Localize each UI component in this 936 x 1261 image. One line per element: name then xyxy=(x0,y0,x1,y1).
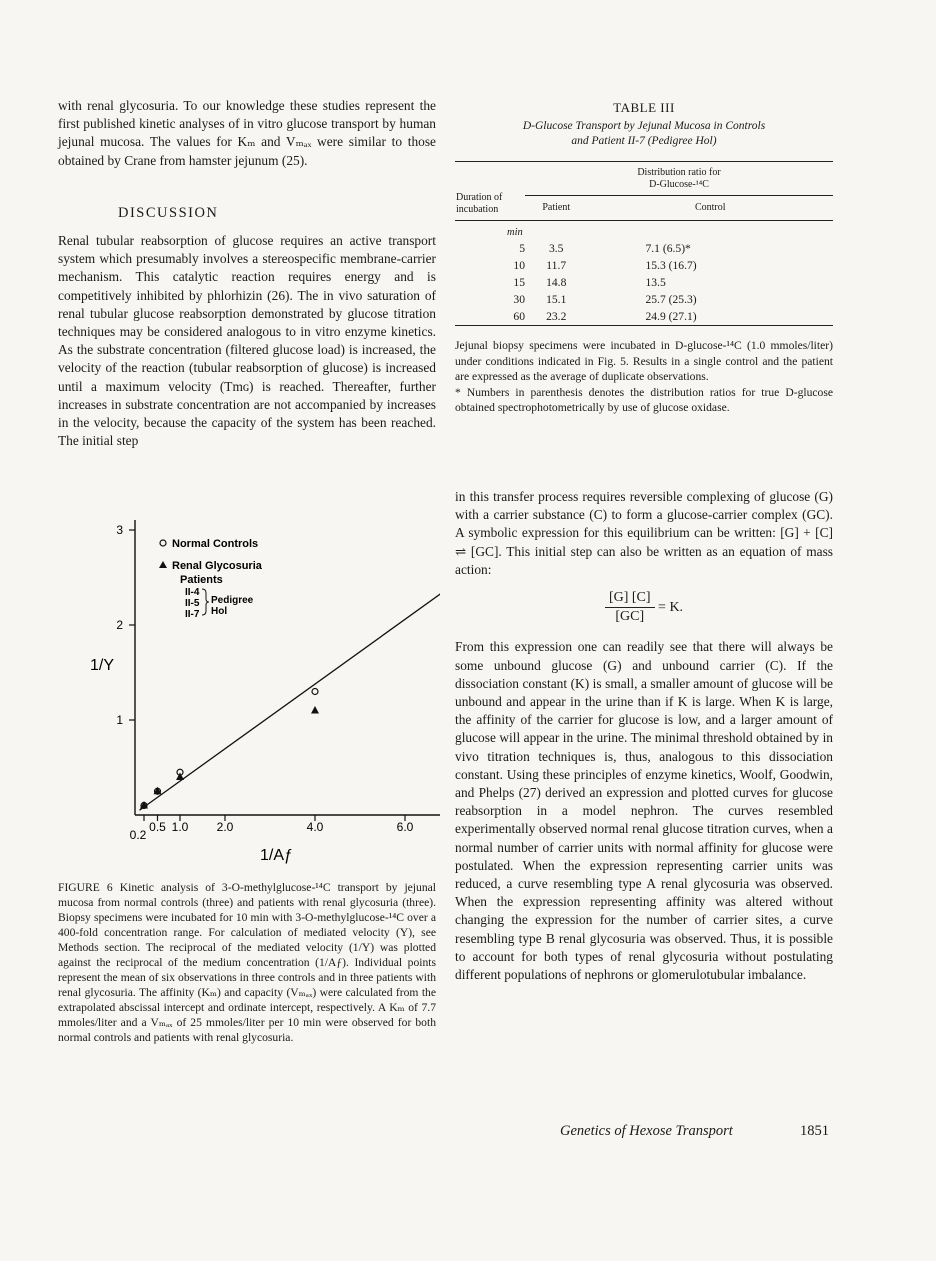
x-tick-label: 0.5 xyxy=(149,820,166,834)
table-body xyxy=(455,240,833,326)
body-text: From this expression one can readily see that there will always be some unbound glucose (G) and unbound carrier (C). If the dissociation constant (K) is small, a smaller amount of glucose will be unbound and appear in the urine than if K is large. When K is large, the affinity of the carrier for glucose is low, and a larger amount of glucose will appear in the urine. The minimal threshold obtained by in vivo titration techniques is, thus, analogous to this dissociation constant. Using these principles of enzyme kinetics, Woolf, Goodwin, and Phelps (27) derived an expression and plotted curves for glucose reabsorption in a model nephron. The curves resembled experimentally observed normal renal glucose titration curves, when a normal number of carrier units with normal affinity for glucose were postulated. When the expression representing carrier units was reduced, a curve resembling type A renal glycosuria was observed. When the expression representing affinity was altered without changing the expression for the number of carrier sites, a curve resembling type B renal glycosuria was observed. Thus, it is possible to account for both types of renal glycosuria without postulating different populations of nephrons or glomerulotubular imbalance. xyxy=(455,639,833,983)
legend-label: Normal Controls xyxy=(172,538,259,550)
legend-label: Patients xyxy=(180,574,223,586)
x-axis-label: 1/Aƒ xyxy=(260,847,293,864)
table-iii xyxy=(455,100,833,416)
table-row xyxy=(455,291,833,308)
equation-fraction xyxy=(605,589,655,626)
cell-patient: 23.2 xyxy=(546,310,567,323)
table-title: TABLE III xyxy=(613,100,675,115)
body-text: with renal glycosuria. To our knowledge these studies represent the first published kinetic analyses of in vitro glucose transport by human jejunal mucosa. The values for Kₘ and Vₘₐₓ were similar to those obtained by Crane from hamster jejunum (25). xyxy=(58,98,436,168)
cell-patient: 14.8 xyxy=(546,276,567,289)
point-renal-glycosuria xyxy=(311,706,319,714)
col-header-group: Distribution ratio for D-Glucose-¹⁴C xyxy=(525,162,833,196)
equation-denominator: [GC] xyxy=(615,609,645,625)
table-row xyxy=(455,308,833,326)
table-row xyxy=(455,274,833,291)
right-column-text xyxy=(455,488,833,984)
cell-duration: 60 xyxy=(513,310,525,323)
page-number: 1851 xyxy=(800,1123,829,1139)
y-tick-label: 3 xyxy=(116,523,123,537)
legend-label: II-4 xyxy=(185,587,200,598)
point-normal-control xyxy=(312,689,318,695)
cell-control: 15.3 (16.7) xyxy=(645,259,697,272)
figure-caption: FIGURE 6 Kinetic analysis of 3-O-methylglucose-¹⁴C transport by jejunal mucosa from normal controls (three) and patients with renal glycosuria (three). Biopsy specimens were incubated for 10 min with 3-O-methylglucose-¹⁴C over a 400-fold concentration range. For calculation of mediated velocity (Y), see Methods section. The reciprocal of the mediated velocity (1/Y) was plotted against the reciprocal of the medium concentration (1/Aƒ). Individual points represent the mean of six observations in three controls and in three patients with renal glycosuria. The affinity (Kₘ) and capacity (Vₘₐₓ) were calculated from the extrapolated abscissal intercept and ordinate intercept, respectively. A Kₘ of 7.7 mmoles/liter and a Vₘₐₓ of 25 mmoles/liter per 10 min were observed for both normal controls and patients with renal glycosuria. xyxy=(58,881,436,1044)
cell-control: 13.5 xyxy=(645,276,666,289)
legend-label: II-5 xyxy=(185,598,200,609)
table-caption xyxy=(455,119,833,149)
y-axis-label: 1/Y xyxy=(90,657,115,674)
legend-label: Pedigree xyxy=(211,595,254,606)
x-tick-label: 4.0 xyxy=(306,820,324,834)
cell-duration: 30 xyxy=(513,293,525,306)
legend-label: Renal Glycosuria xyxy=(172,560,262,572)
table-note: Jejunal biopsy specimens were incubated in D-glucose-¹⁴C (1.0 mmoles/liter) under conditions indicated in Fig. 5. Results in a single control and the patient are expressed as the average of duplicate observations. xyxy=(455,339,833,384)
cell-duration: 5 xyxy=(519,242,525,255)
body-text: in this transfer process requires reversible complexing of glucose (G) with a carrier substance (C) to form a glucose-carrier complex (GC). A symbolic expression for this equilibrium can be written: [G] + [C] ⇌ [GC]. This initial step can also be written as an equation of mass action: xyxy=(455,489,833,577)
table-caption-line: D-Glucose Transport by Jejunal Mucosa in Controls xyxy=(522,120,766,132)
legend-label: Hol xyxy=(211,606,228,617)
x-tick-label: 2.0 xyxy=(216,820,234,834)
col-header-duration: Duration of incubation xyxy=(456,192,503,215)
legend-brace xyxy=(202,589,209,615)
chart-svg xyxy=(60,515,440,875)
mass-action-equation xyxy=(455,589,833,626)
cell-control: 7.1 (6.5)* xyxy=(645,242,691,255)
x-tick-label: 6.0 xyxy=(396,820,414,834)
cell-patient: 15.1 xyxy=(546,293,567,306)
regression-line xyxy=(140,587,441,810)
cell-duration: 10 xyxy=(513,259,525,272)
cell-patient: 3.5 xyxy=(548,242,564,255)
intro-paragraph xyxy=(58,97,436,170)
y-tick-label: 1 xyxy=(116,713,123,727)
unit-label: min xyxy=(507,227,523,238)
data-table xyxy=(455,161,833,326)
legend-label: II-7 xyxy=(185,609,200,620)
y-tick-label: 2 xyxy=(116,618,123,632)
discussion-heading: DISCUSSION xyxy=(118,205,219,221)
body-text: Renal tubular reabsorption of glucose requires an active transport system which presumably involves a stereospecific membrane-carrier mechanism. This catalytic reaction requires energy and is competitively inhibited by phlorhizin (26). The in vivo saturation of renal tubular glucose reabsorption demonstrated by glucose titration techniques may be considered analogous to in vitro enzyme kinetics. As the substrate concentration (filtered glucose load) is increased, the velocity of the reaction (tubular reabsorption of glucose) is increased until a maximum velocity (Tmɢ) is reached. Thereafter, further increases in substrate concentration are not accompanied by increases in the velocity, because the capacity of the system has been reached. The initial step xyxy=(58,233,436,449)
equation-numerator: [G] [C] xyxy=(605,589,655,608)
table-row xyxy=(455,240,833,257)
legend-circle-icon xyxy=(160,540,166,546)
table-caption-line: and Patient II-7 (Pedigree Hol) xyxy=(571,135,717,147)
cell-control: 25.7 (25.3) xyxy=(645,293,697,306)
table-notes xyxy=(455,338,833,416)
col-header-patient: Patient xyxy=(542,202,571,213)
discussion-paragraph xyxy=(58,232,436,450)
running-footer-title: Genetics of Hexose Transport xyxy=(560,1123,733,1139)
cell-control: 24.9 (27.1) xyxy=(645,310,697,323)
col-header-control: Control xyxy=(694,202,726,213)
legend-triangle-icon xyxy=(159,561,167,568)
x-tick-label: 0.2 xyxy=(129,828,147,842)
x-tick-label: 1.0 xyxy=(171,820,189,834)
cell-duration: 15 xyxy=(513,276,525,289)
cell-patient: 11.7 xyxy=(546,259,567,272)
figure-6-plot xyxy=(60,515,440,875)
table-row xyxy=(455,257,833,274)
table-footnote: * Numbers in parenthesis denotes the distribution ratios for true D-glucose obtained spectrophotometrically by use of glucose oxidase. xyxy=(455,385,833,415)
equation-rhs: = K. xyxy=(658,599,684,615)
